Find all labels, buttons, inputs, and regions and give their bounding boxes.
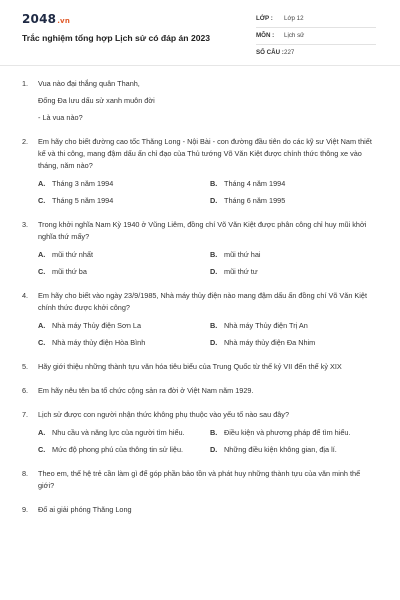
question-line: - Là vua nào?: [38, 113, 83, 122]
answer-option[interactable]: [210, 178, 382, 190]
answer-option[interactable]: [210, 266, 382, 278]
answer-options: [38, 320, 378, 349]
meta-row-count: [256, 45, 376, 61]
question-item: [0, 468, 400, 492]
option-text: Tháng 6 năm 1995: [224, 196, 286, 205]
question-text: Em hãy cho biết vào ngày 23/9/1985, Nhà máy thủy điện nào mang đậm dấu ấn đồng chí Võ Văn Kiệt chính thức được khởi công?: [38, 291, 367, 312]
meta-key: SỐ CÂU :: [256, 49, 284, 56]
question-item: [0, 78, 400, 124]
question-number: 6.: [22, 386, 29, 395]
question-list: [0, 78, 400, 528]
option-text: Những điều kiện không gian, địa lí.: [224, 445, 337, 454]
question-text: Hãy giới thiệu những thành tựu văn hóa tiêu biểu của Trung Quốc từ thế kỷ VII đến thế kỷ XIX: [38, 362, 342, 371]
question-item: [0, 361, 400, 373]
option-letter: B.: [210, 321, 218, 330]
meta-table: [256, 11, 376, 61]
option-letter: C.: [38, 267, 46, 276]
option-text: Nhà máy Thủy điện Sơn La: [52, 321, 142, 330]
meta-key: LỚP :: [256, 15, 273, 22]
answer-option[interactable]: [210, 337, 382, 349]
option-text: Nhà máy thủy điện Hòa Bình: [52, 338, 146, 347]
option-letter: A.: [38, 179, 46, 188]
answer-options: [38, 427, 378, 456]
meta-value: 227: [284, 49, 295, 56]
option-text: mũi thứ hai: [224, 250, 261, 259]
answer-option[interactable]: [38, 427, 210, 439]
question-item: [0, 504, 400, 516]
answer-option[interactable]: [210, 249, 382, 261]
question-number: 4.: [22, 291, 29, 300]
question-number: 5.: [22, 362, 29, 371]
option-letter: C.: [38, 196, 46, 205]
question-item: [0, 385, 400, 397]
question-text: Lịch sử được con người nhận thức không phụ thuộc vào yếu tố nào sau đây?: [38, 410, 290, 419]
question-number: 9.: [22, 505, 29, 514]
answer-option[interactable]: [38, 178, 210, 190]
option-letter: D.: [210, 338, 218, 347]
meta-row-class: [256, 11, 376, 28]
question-number: 8.: [22, 469, 29, 478]
option-letter: D.: [210, 267, 218, 276]
option-text: Nhà máy Thủy điện Trị An: [224, 321, 308, 330]
meta-value: Lịch sử: [284, 32, 305, 39]
option-text: Tháng 4 năm 1994: [224, 179, 286, 188]
header-divider: [0, 65, 400, 66]
option-letter: A.: [38, 428, 46, 437]
question-line: Vua nào đại thắng quân Thanh,: [38, 79, 140, 88]
option-text: Nhà máy thủy điện Đa Nhim: [224, 338, 316, 347]
answer-option[interactable]: [38, 320, 210, 332]
question-text: Em hãy nêu tên ba tổ chức cộng sản ra đời ở Việt Nam năm 1929.: [38, 386, 254, 395]
answer-option[interactable]: [38, 444, 210, 456]
logo-text: 2048: [22, 12, 57, 26]
meta-value: Lớp 12: [284, 15, 304, 22]
option-text: mũi thứ nhất: [52, 250, 93, 259]
option-text: mũi thứ tư: [224, 267, 258, 276]
page-title: Trắc nghiệm tổng hợp Lịch sử có đáp án 2023: [22, 33, 211, 43]
option-letter: B.: [210, 250, 218, 259]
option-text: Tháng 3 năm 1994: [52, 179, 114, 188]
question-line: Đống Đa lưu dấu sử xanh muôn đời: [38, 96, 155, 105]
answer-option[interactable]: [38, 249, 210, 261]
answer-options: [38, 178, 378, 207]
option-letter: B.: [210, 179, 218, 188]
option-letter: C.: [38, 338, 46, 347]
question-text: Trong khởi nghĩa Nam Kỳ 1940 ở Vũng Liêm, đồng chí Võ Văn Kiệt được phân công chỉ huy mũi khởi nghĩa thứ mấy?: [38, 220, 367, 241]
option-text: Mức độ phong phú của thông tin sử liệu.: [52, 445, 184, 454]
option-letter: B.: [210, 428, 218, 437]
option-text: Nhu cầu và năng lực của người tìm hiểu.: [52, 428, 185, 437]
answer-option[interactable]: [210, 320, 382, 332]
answer-option[interactable]: [210, 195, 382, 207]
logo-suffix: .vn: [57, 17, 71, 25]
meta-row-subject: [256, 28, 376, 45]
question-number: 3.: [22, 220, 29, 229]
option-text: Tháng 5 năm 1994: [52, 196, 114, 205]
answer-option[interactable]: [38, 266, 210, 278]
answer-options: [38, 249, 378, 278]
question-item: [0, 136, 400, 207]
option-letter: D.: [210, 196, 218, 205]
site-logo[interactable]: [22, 12, 70, 26]
question-item: [0, 219, 400, 278]
header: [0, 0, 400, 58]
question-number: 1.: [22, 79, 29, 88]
answer-option[interactable]: [38, 195, 210, 207]
question-number: 2.: [22, 137, 29, 146]
answer-option[interactable]: [38, 337, 210, 349]
meta-key: MÔN :: [256, 32, 275, 39]
question-item: [0, 290, 400, 349]
answer-option[interactable]: [210, 427, 382, 439]
option-text: mũi thứ ba: [52, 267, 87, 276]
question-text: Theo em, thế hệ trẻ cần làm gì để góp phần bảo tồn và phát huy những thành tựu của văn minh thế giới?: [38, 469, 361, 490]
option-letter: A.: [38, 321, 46, 330]
question-number: 7.: [22, 410, 29, 419]
question-text: Đố ai giải phóng Thăng Long: [38, 505, 132, 514]
option-letter: C.: [38, 445, 46, 454]
option-letter: D.: [210, 445, 218, 454]
option-letter: A.: [38, 250, 46, 259]
option-text: Điều kiện và phương pháp để tìm hiểu.: [224, 428, 351, 437]
question-item: [0, 409, 400, 456]
answer-option[interactable]: [210, 444, 382, 456]
question-text: Em hãy cho biết đường cao tốc Thăng Long - Nội Bài - con đường đầu tiên do các kỹ sư Việt Nam thiết kế và thi công, mang đậm dấu ấn chỉ đạo của Thủ tướng Võ Văn Kiệt được chính thức thông xe vào tháng, năm nào?: [38, 137, 372, 170]
